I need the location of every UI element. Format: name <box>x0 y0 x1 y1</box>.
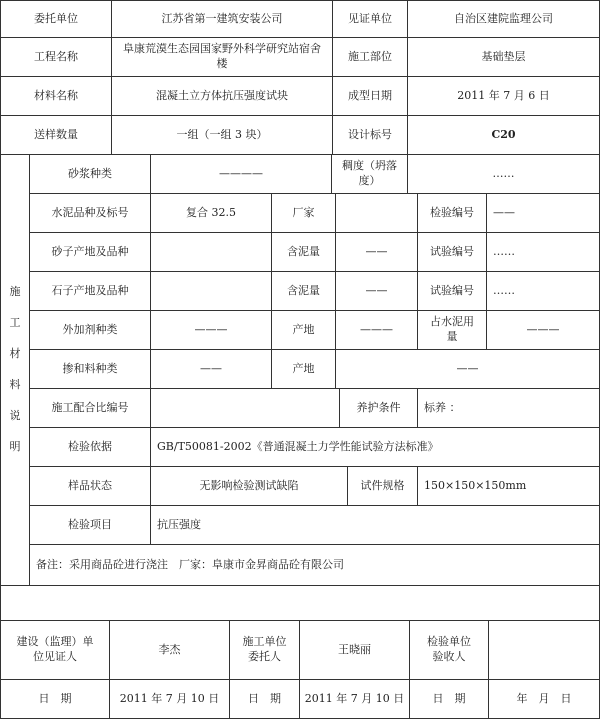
value-manufacturer <box>335 193 418 233</box>
side-char: 工 <box>9 316 21 330</box>
label-witness: 建设（监理）单位见证人 <box>0 620 110 680</box>
label-mortar-type: 砂浆种类 <box>29 154 151 194</box>
side-label-construction-materials <box>0 154 30 586</box>
value-stone <box>150 271 272 311</box>
label-molding-date: 成型日期 <box>332 76 408 116</box>
label-project-name: 工程名称 <box>0 37 112 77</box>
value-sand-mud: —— <box>335 232 418 272</box>
value-date-3: 年 月 日 <box>488 679 600 719</box>
label-client-unit: 委托单位 <box>0 0 112 38</box>
value-witness: 李杰 <box>109 620 230 680</box>
label-stone-test-no: 试验编号 <box>417 271 487 311</box>
label-consistency: 稠度（坍落度） <box>331 154 408 194</box>
value-construction-part: 基础垫层 <box>407 37 600 77</box>
label-sample-qty: 送样数量 <box>0 115 112 155</box>
value-admixture: ——— <box>150 310 272 350</box>
value-mix-no <box>150 388 340 428</box>
value-basis: GB/T50081-2002《普通混凝土力学性能试验方法标准》 <box>150 427 600 467</box>
label-admixture-origin: 产地 <box>271 310 336 350</box>
label-date-3: 日 期 <box>409 679 489 719</box>
label-manufacturer: 厂家 <box>271 193 336 233</box>
label-blend: 掺和料种类 <box>29 349 151 389</box>
label-client-agent: 施工单位委托人 <box>229 620 300 680</box>
value-admixture-origin: ——— <box>335 310 418 350</box>
value-date-2: 2011 年 7 月 10 日 <box>299 679 410 719</box>
value-blend-origin: —— <box>335 349 600 389</box>
label-sand-mud: 含泥量 <box>271 232 336 272</box>
value-curing: 标养 ： <box>417 388 600 428</box>
label-stone: 石子产地及品种 <box>29 271 151 311</box>
value-client-agent: 王晓丽 <box>299 620 410 680</box>
label-stone-mud: 含泥量 <box>271 271 336 311</box>
value-witness-unit: 自治区建院监理公司 <box>407 0 600 38</box>
value-inspect-no: —— <box>486 193 600 233</box>
value-molding-date: 2011 年 7 月 6 日 <box>407 76 600 116</box>
value-date-1: 2011 年 7 月 10 日 <box>109 679 230 719</box>
label-basis: 检验依据 <box>29 427 151 467</box>
value-sand-test-no: …… <box>486 232 600 272</box>
label-sand-test-no: 试验编号 <box>417 232 487 272</box>
label-construction-part: 施工部位 <box>332 37 408 77</box>
label-receiver: 检验单位验收人 <box>409 620 489 680</box>
value-blend: —— <box>150 349 272 389</box>
side-char: 料 <box>9 378 21 391</box>
label-cement: 水泥品种及标号 <box>29 193 151 233</box>
value-client-unit: 江苏省第一建筑安装公司 <box>111 0 333 38</box>
label-sand: 砂子产地及品种 <box>29 232 151 272</box>
label-sample-state: 样品状态 <box>29 466 151 506</box>
value-receiver <box>488 620 600 680</box>
remark: 备注：采用商品砼进行浇注 厂家：阜康市金昇商品砼有限公司 <box>29 544 600 586</box>
value-consistency: …… <box>407 154 600 194</box>
value-cement: 复合 32.5 <box>150 193 272 233</box>
label-curing: 养护条件 <box>339 388 418 428</box>
value-sand <box>150 232 272 272</box>
label-test-items: 检验项目 <box>29 505 151 545</box>
value-stone-test-no: …… <box>486 271 600 311</box>
side-char: 材 <box>9 347 21 361</box>
value-sample-qty: 一组（一组 3 块） <box>111 115 333 155</box>
value-sample-state: 无影响检验测试缺陷 <box>150 466 348 506</box>
side-char: 说 <box>9 408 21 422</box>
label-mix-no: 施工配合比编号 <box>29 388 151 428</box>
value-material-name: 混凝土立方体抗压强度试块 <box>111 76 333 116</box>
label-material-name: 材料名称 <box>0 76 112 116</box>
label-blend-origin: 产地 <box>271 349 336 389</box>
value-design-grade: C20 <box>407 115 600 155</box>
label-date-2: 日 期 <box>229 679 300 719</box>
side-char: 施 <box>9 285 21 299</box>
value-project-name: 阜康荒漠生态园国家野外科学研究站宿舍楼 <box>111 37 333 77</box>
value-stone-mud: —— <box>335 271 418 311</box>
label-admixture: 外加剂种类 <box>29 310 151 350</box>
side-char: 明 <box>9 439 21 453</box>
value-mortar-type: ———— <box>150 154 332 194</box>
label-design-grade: 设计标号 <box>332 115 408 155</box>
value-cement-ratio: ——— <box>486 310 600 350</box>
blank-row <box>0 585 600 621</box>
value-test-items: 抗压强度 <box>150 505 600 545</box>
label-inspect-no: 检验编号 <box>417 193 487 233</box>
value-specimen-size: 150×150×150mm <box>417 466 600 506</box>
label-witness-unit: 见证单位 <box>332 0 408 38</box>
label-date-1: 日 期 <box>0 679 110 719</box>
label-specimen-size: 试件规格 <box>347 466 418 506</box>
label-cement-ratio: 占水泥用量 <box>417 310 487 350</box>
